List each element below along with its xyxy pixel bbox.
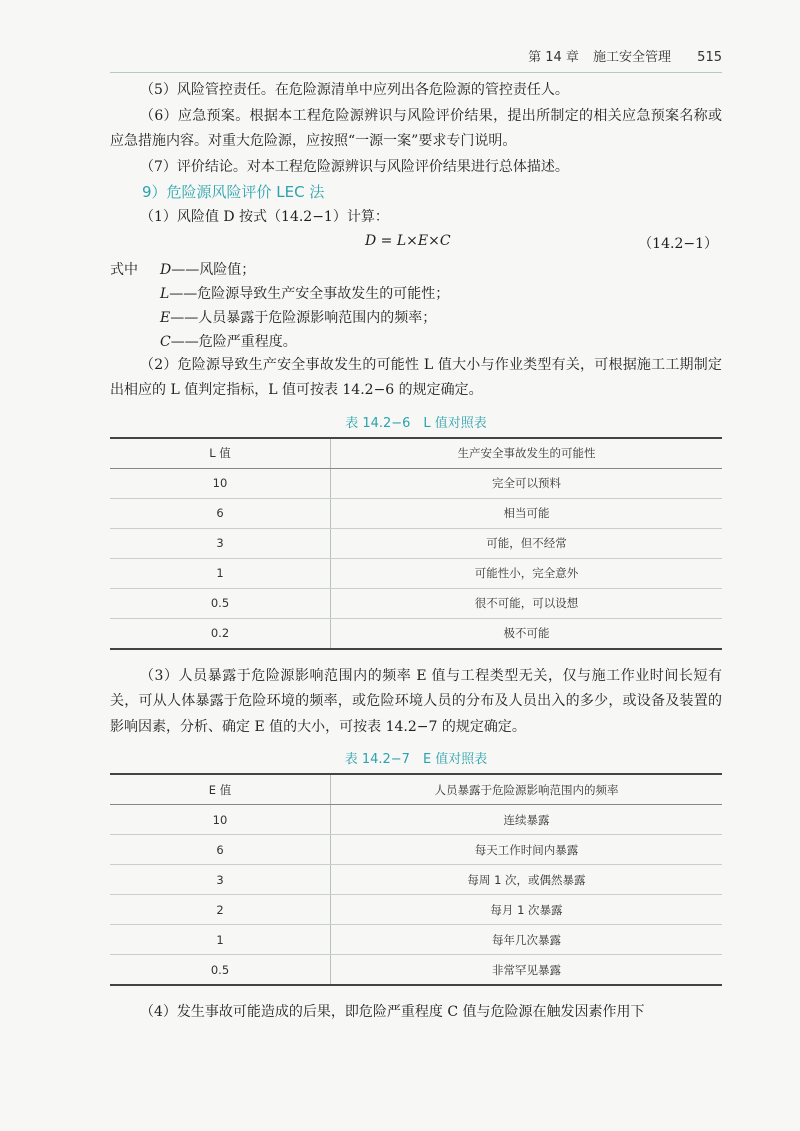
where-label: 式中 [110,261,138,278]
definition-e-text: ——人员暴露于危险源影响范围内的频率； [170,309,437,326]
definition-c [110,329,722,353]
table-cell: 连续暴露 [331,805,723,835]
table-row [110,618,722,649]
table-row [110,558,722,588]
paragraph-c-value: （4）发生事故可能造成的后果，即危险严重程度 C 值与危险源在触发因素作用下 [140,1004,645,1020]
table-cell: 3 [110,528,331,558]
table-cell: 1 [110,925,331,955]
table-cell: 极不可能 [331,618,723,649]
definition-l [110,281,722,305]
page-content [110,78,722,1026]
page-header [110,40,722,73]
table-cell: 很不可能，可以设想 [331,588,723,618]
table-cell: 每年几次暴露 [331,925,723,955]
paragraph-e-value: （3）人员暴露于危险源影响范围内的频率 E 值与工程类型无关，仅与施工作业时间长短有关，可从人体暴露于危险环境的频率，或危险环境人员的分布及人员出入的多少，或设备及装置的影响因素，分析、确定 E 值的大小，可按表 14.2−7 的规定确定。 [110,667,722,735]
symbol-e: E [160,309,171,326]
table-cell: 每周 1 次，或偶然暴露 [331,865,723,895]
definition-c-text: ——危险严重程度。 [170,333,297,350]
table-row [110,865,722,895]
table-l-caption: 表 14.2−6 L 值对照表 [345,415,487,431]
chapter-title: 施工安全管理 [593,50,672,65]
table-header-row [110,438,722,469]
symbol-c: C [160,333,171,350]
table-cell: 可能性小，完全意外 [331,558,723,588]
table-cell: 3 [110,865,331,895]
table-row [110,835,722,865]
table-cell: 6 [110,498,331,528]
table-cell: 10 [110,468,331,498]
section-title-lec: 9）危险源风险评价 LEC 法 [142,183,325,201]
table-cell: 2 [110,895,331,925]
definition-d-text: ——风险值； [171,261,256,278]
paragraph-evaluation-conclusion: （7）评价结论。对本工程危险源辨识与风险评价结果进行总体描述。 [140,158,569,175]
symbol-d: D [160,261,172,278]
table-header-row [110,774,722,805]
table-cell: 相当可能 [331,498,723,528]
definition-l-text: ——危险源导致生产安全事故发生的可能性； [169,285,450,302]
table-cell: 每天工作时间内暴露 [331,835,723,865]
page-number: 515 [697,50,722,65]
table-cell: 6 [110,835,331,865]
table-cell: 完全可以预料 [331,468,723,498]
formula-number: （14.2−1） [638,235,718,252]
table-cell: 0.5 [110,955,331,986]
definition-e [110,305,722,329]
table-e-caption: 表 14.2−7 E 值对照表 [344,752,488,767]
column-header: 生产安全事故发生的可能性 [331,438,723,469]
paragraph-risk-responsibility: （5）风险管控责任。在危险源清单中应列出各危险源的管控责任人。 [140,82,569,98]
table-row [110,468,722,498]
definition-d [110,257,722,281]
running-head [518,46,722,65]
table-l [110,437,722,650]
table-e [110,773,722,986]
paragraph-formula-intro: （1）风险值 D 按式（14.2−1）计算： [140,209,389,225]
table-cell: 非常罕见暴露 [331,955,723,986]
table-row [110,955,722,986]
table-row [110,588,722,618]
formula: D = L×E×C [365,232,451,249]
table-cell: 可能，但不经常 [331,528,723,558]
table-cell: 1 [110,558,331,588]
column-header: E 值 [110,774,331,805]
chapter-label: 第 14 章 [528,50,579,65]
paragraph-l-value: （2）危险源导致生产安全事故发生的可能性 L 值大小与作业类型有关，可根据施工工期制定出相应的 L 值判定指标，L 值可按表 14.2−6 的规定确定。 [110,356,722,398]
table-row [110,895,722,925]
table-row [110,805,722,835]
table-cell: 0.5 [110,588,331,618]
table-row [110,925,722,955]
formula-row [110,231,722,257]
table-row [110,528,722,558]
symbol-l: L [160,285,170,302]
table-row [110,498,722,528]
table-cell: 每月 1 次暴露 [331,895,723,925]
column-header: L 值 [110,438,331,469]
table-cell: 0.2 [110,618,331,649]
column-header: 人员暴露于危险源影响范围内的频率 [331,774,723,805]
paragraph-emergency-plan: （6）应急预案。根据本工程危险源辨识与风险评价结果，提出所制定的相关应急预案名称或应急措施内容。对重大危险源，应按照“一源一案”要求专门说明。 [110,107,722,149]
table-cell: 10 [110,805,331,835]
